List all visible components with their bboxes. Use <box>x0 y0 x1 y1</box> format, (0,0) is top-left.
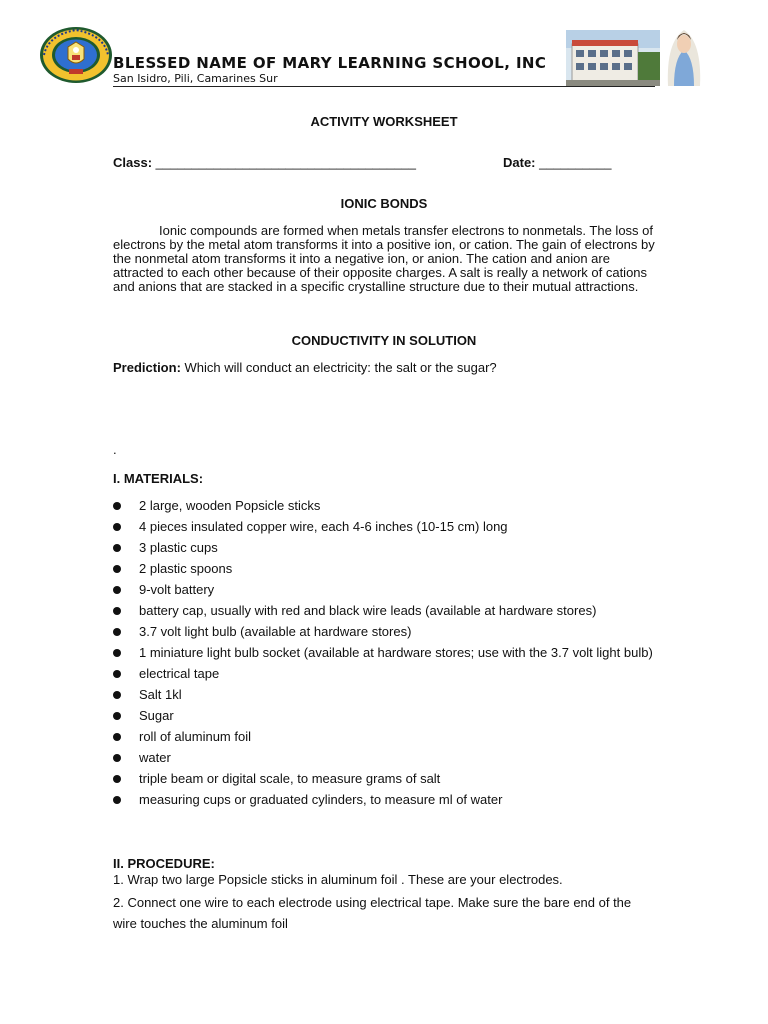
school-address: San Isidro, Pili, Camarines Sur <box>113 72 278 85</box>
materials-item <box>113 558 673 579</box>
materials-item-text: roll of aluminum foil <box>139 729 251 744</box>
materials-heading: I. MATERIALS: <box>113 471 204 486</box>
conductivity-heading: CONDUCTIVITY IN SOLUTION <box>291 333 477 348</box>
materials-item <box>113 726 673 747</box>
bullet-icon <box>113 586 121 594</box>
header-divider <box>113 86 655 87</box>
procedure-step: 2. Connect one wire to each electrode using electrical tape. Make sure the bare end of the wire touches the aluminum foil <box>113 895 632 931</box>
bullet-icon <box>113 754 121 762</box>
materials-item-text: 2 large, wooden Popsicle sticks <box>139 498 321 513</box>
bullet-icon <box>113 565 121 573</box>
bullet-icon <box>113 670 121 678</box>
procedure-step: 1. Wrap two large Popsicle sticks in aluminum foil . These are your electrodes. <box>113 872 563 887</box>
materials-item <box>113 600 673 621</box>
school-seal-logo <box>38 25 114 85</box>
bullet-icon <box>113 796 121 804</box>
materials-item <box>113 516 673 537</box>
materials-item-text: battery cap, usually with red and black wire leads (available at hardware stores) <box>139 603 597 618</box>
materials-item-text: 4 pieces insulated copper wire, each 4-6 inches (10-15 cm) long <box>139 519 508 534</box>
materials-item-text: measuring cups or graduated cylinders, to measure ml of water <box>139 792 503 807</box>
date-line <box>503 155 611 170</box>
materials-item <box>113 579 673 600</box>
class-line <box>113 155 416 170</box>
bullet-icon <box>113 502 121 510</box>
bullet-icon <box>113 712 121 720</box>
materials-item <box>113 642 673 663</box>
procedure-section <box>113 856 658 934</box>
bullet-icon <box>113 607 121 615</box>
materials-item-text: 2 plastic spoons <box>139 561 233 576</box>
worksheet-title: ACTIVITY WORKSHEET <box>310 114 458 129</box>
materials-item <box>113 495 673 516</box>
materials-item <box>113 768 673 789</box>
materials-list <box>113 495 673 810</box>
bullet-icon <box>113 691 121 699</box>
stray-dot: . <box>113 442 117 457</box>
date-blank: __________ <box>539 155 612 170</box>
ionic-bonds-paragraph <box>113 224 658 294</box>
bullet-icon <box>113 523 121 531</box>
class-blank: ____________________________________ <box>155 155 416 170</box>
materials-item-text: triple beam or digital scale, to measure grams of salt <box>139 771 441 786</box>
materials-item <box>113 537 673 558</box>
materials-item-text: 1 miniature light bulb socket (available at hardware stores; use with the 3.7 volt light bulb) <box>139 645 653 660</box>
date-label: Date: <box>503 155 536 170</box>
bullet-icon <box>113 649 121 657</box>
virgin-mary-image <box>660 22 708 86</box>
materials-item-text: water <box>139 750 171 765</box>
bullet-icon <box>113 733 121 741</box>
materials-item-text: Salt 1kl <box>139 687 182 702</box>
materials-item-text: electrical tape <box>139 666 220 681</box>
procedure-heading: II. PROCEDURE: <box>113 856 215 871</box>
bullet-icon <box>113 628 121 636</box>
materials-item <box>113 621 673 642</box>
prediction-question: Which will conduct an electricity: the salt or the sugar? <box>180 360 497 375</box>
materials-item <box>113 789 673 810</box>
materials-item-text: 3 plastic cups <box>139 540 218 555</box>
prediction-line <box>113 360 497 375</box>
school-name: BLESSED NAME OF MARY LEARNING SCHOOL, INC <box>113 54 547 72</box>
ionic-bonds-text: Ionic compounds are formed when metals transfer electrons to nonmetals. The loss of electrons by the metal atom transforms it into a positive ion, or cation. The gain of electrons by the nonmetal atom transforms it into a negative ion, or anion. The cation and anion are attracted to each other because of their opposite charges. A salt is really a network of cations and anions that are stacked in a specific crystalline structure due to their mutual attractions. <box>113 223 655 294</box>
ionic-bonds-heading: IONIC BONDS <box>340 196 428 211</box>
materials-item-text: 9-volt battery <box>139 582 215 597</box>
materials-item <box>113 663 673 684</box>
class-label: Class: <box>113 155 153 170</box>
prediction-label: Prediction: <box>113 360 181 375</box>
bullet-icon <box>113 544 121 552</box>
materials-item-text: 3.7 volt light bulb (available at hardware stores) <box>139 624 412 639</box>
materials-item <box>113 684 673 705</box>
materials-item-text: Sugar <box>139 708 174 723</box>
materials-item <box>113 705 673 726</box>
materials-item <box>113 747 673 768</box>
school-building-photo <box>566 30 660 86</box>
bullet-icon <box>113 775 121 783</box>
